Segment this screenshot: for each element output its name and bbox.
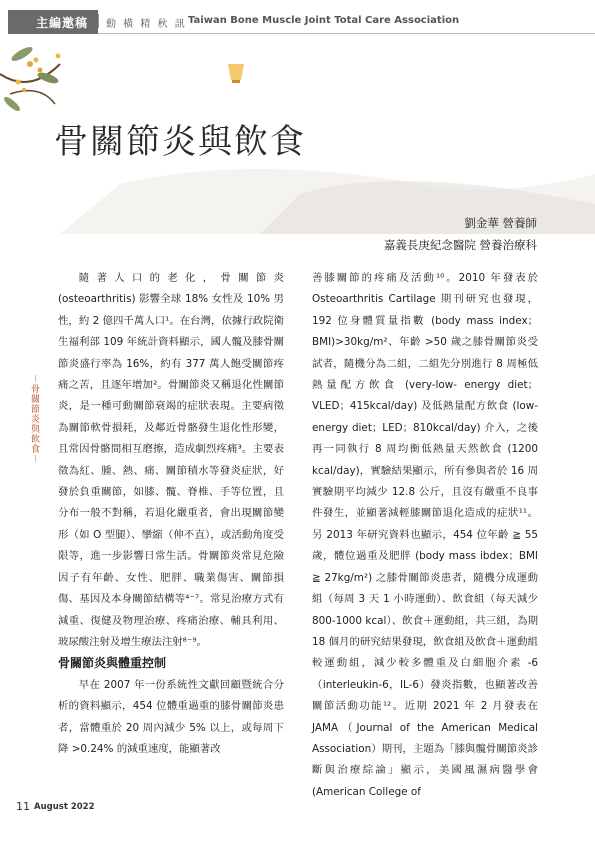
section-label: 主編邀稿 [36,16,89,30]
side-running-title: －骨關節炎與飲食－ [29,374,39,465]
section-heading: 骨關節炎與體重控制 [58,656,167,671]
header-separator [98,14,99,28]
section-tab [8,10,98,34]
right-column-text: 善膝關節的疼痛及活動¹⁰。2010 年發表於 Osteoarthritis Cartilage 期刊研究也發現，192 位身體質量指數 (body mass index；BMI)>30kg/m²、年齡 >50 歲之膝骨關節炎受試者，隨機分為二組，二組先分別進行 8 周極低熱量配方飲食 (very-low- energy diet；VLED；415kcal/day) 及低熱量配方飲食 (low-energy diet；LED；810kcal/day) 介入，之後再一同執行 8 周均衡低熱量天然飲食 (1200 kcal/day)，實驗結果顯示，所有參與者於 16 周實驗期平均減少 12.8 公斤，且沒有嚴重不良事件發生，並顯著減輕膝關節退化造成的症狀¹¹。另 2013 年研究資料也顯示，454 位年齡 ≧ 55 歲，體位過重及肥胖 (body mass ibdex；BMI ≧ 27kg/m²) 之膝骨關節炎患者，隨機分成運動組（每周 3 天 1 小時運動）、飲食組（每天減少 800-1000 kcal）、飲食＋運動組，共三組，為期 18 個月的研究結果發現，飲食組及飲食＋運動組較運動組，減少較多體重及白細胞介素 -6（interleukin-6，IL-6）發炎指數，也顯著改善關節活動功能¹²。近期 2021 年 2 月發表在 JAMA（Journal of the American Medical Association）期刊，主題為「膝與髖骨關節炎診斷與治療綜論」顯示，美國風濕病醫學會 (American College of [312,272,538,798]
left-column [58,268,284,760]
sky-lantern-decoration [228,64,244,83]
issue-date: August 2022 [34,802,95,812]
right-column [312,268,538,803]
article-title: 骨關節炎與飲食 [54,122,306,162]
header-org-name: Taiwan Bone Muscle Joint Total Care Association [188,15,460,26]
page-number: 11 [16,800,30,813]
author-block [384,212,537,256]
author-affiliation: 嘉義長庚紀念醫院 營養治療科 [383,238,537,252]
osmanthus-branch-decoration [0,45,61,114]
header-subtitle: 動 橫 精 秋 訊 [106,19,187,30]
intro-paragraph: 隨著人口的老化，骨關節炎 (osteoarthritis) 影響全球 18% 女性及 10% 男性，約 2 億四千萬人口¹。在台灣，依據行政院衛生福利部 109 年統計資料顯示，國人髖及膝骨關節炎盛行率為 16%，約有 377 萬人飽受關節疼痛之苦，且逐年增加²。骨關節炎又稱退化性關節炎，是一種可動關節衰竭的症狀表現。主要病徵為關節軟骨損耗，及鄰近骨骼發生退化性形變，且常因骨骼間相互磨擦，造成劇烈疼痛³。主要表徵為紅、腫、熱、痛、關節積水等發炎症狀，好發於負重關節，如膝、髖、脊椎、手等位置，且分布一般不對稱，若退化嚴重者，會出現關節變形（如 O 型腿）、攣縮（伸不直），或活動角度受限等，進一步影響日常生活。骨關節炎常見危險因子有年齡、女性、肥胖、職業傷害、關節損傷、基因及本身關節結構等⁴⁻⁷。常見治療方式有減重、復健及物理治療、疼痛治療、輔具利用、玻尿酸注射及增生療法注射⁸⁻⁹。 [58,272,284,648]
weight-paragraph: 早在 2007 年一份系統性文獻回顧暨統合分析的資料顯示，454 位體重過重的膝骨關節炎患者，當體重於 20 周內減少 5% 以上，或每周下降 >0.24% 的減重速度，能顯著改 [58,678,284,755]
author-name: 劉金華 營養師 [464,216,537,230]
